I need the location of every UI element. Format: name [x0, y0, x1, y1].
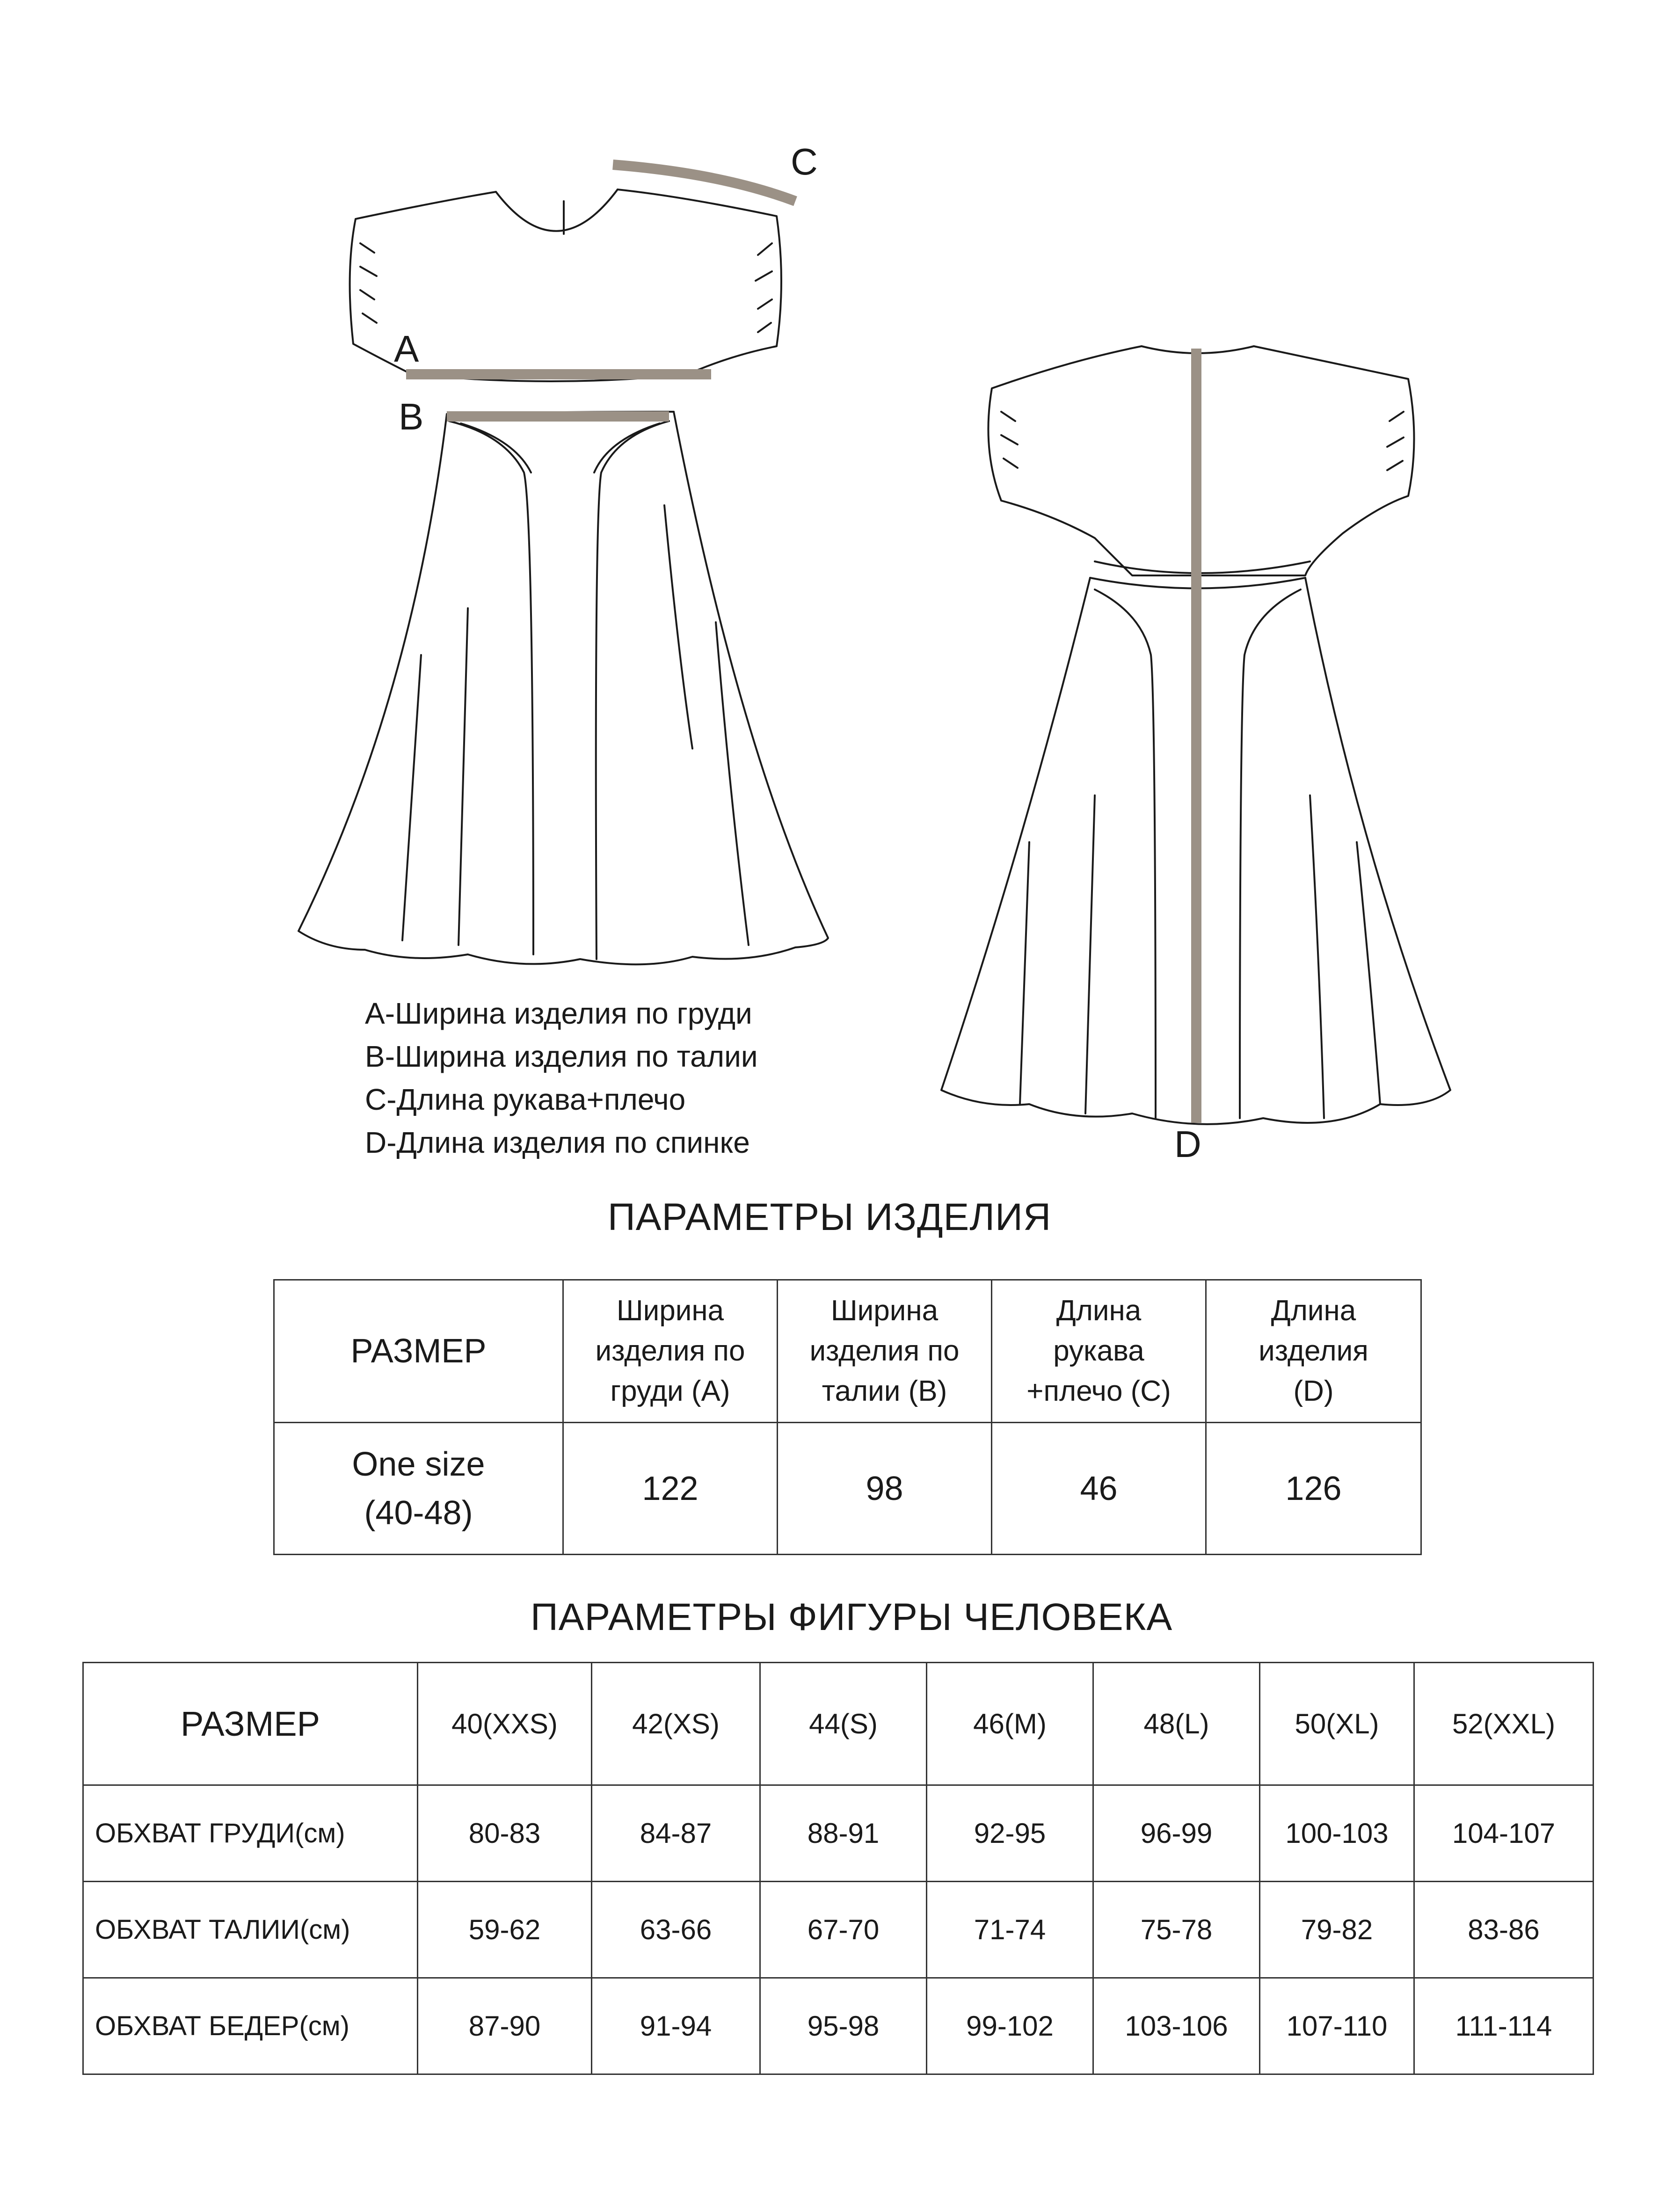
legend-item-b: B-Ширина изделия по талии [365, 1040, 758, 1073]
back-panel-seam-left [1095, 589, 1156, 1118]
product-value-chest: 122 [563, 1423, 778, 1555]
front-neckline [496, 189, 618, 231]
figure-cell: 92-95 [927, 1785, 1093, 1882]
figure-cell: 103-106 [1093, 1978, 1260, 2074]
product-value-length: 126 [1206, 1423, 1421, 1555]
product-size-value: One size (40-48) [274, 1423, 563, 1555]
figure-cell: 83-86 [1414, 1882, 1594, 1978]
figure-cell: 79-82 [1260, 1882, 1414, 1978]
figure-row-hips [83, 1978, 1594, 2074]
legend-item-c: C-Длина рукава+плечо [365, 1083, 686, 1116]
front-panel-seam-left [449, 421, 533, 954]
product-header-sleeve: Длина рукава +плечо (C) [992, 1280, 1206, 1423]
figure-cell: 71-74 [927, 1882, 1093, 1978]
front-sleeve-gathers-right [756, 243, 772, 332]
figure-cell: 67-70 [760, 1882, 927, 1978]
product-header-length: Длина изделия (D) [1206, 1280, 1421, 1423]
figure-cell: 104-107 [1414, 1785, 1594, 1882]
product-header-chest: Ширина изделия по груди (А) [563, 1280, 778, 1423]
figure-cell: 84-87 [592, 1785, 760, 1882]
figure-size-cell: 50(XL) [1260, 1663, 1414, 1785]
figure-size-cell: 48(L) [1093, 1663, 1260, 1785]
figure-cell: 111-114 [1414, 1978, 1594, 2074]
figure-row-label: ОБХВАТ БЕДЕР(см) [83, 1978, 418, 2074]
figure-cell: 96-99 [1093, 1785, 1260, 1882]
measure-line-c [613, 165, 795, 201]
figure-cell: 95-98 [760, 1978, 927, 2074]
figure-cell: 87-90 [418, 1978, 592, 2074]
front-panel-seam-right [596, 421, 669, 959]
marker-b: B [399, 396, 424, 437]
product-params-title: ПАРАМЕТРЫ ИЗДЕЛИЯ [607, 1196, 1052, 1238]
measurement-legend [365, 992, 758, 1164]
product-size-header: РАЗМЕР [274, 1280, 563, 1423]
product-value-sleeve: 46 [992, 1423, 1206, 1555]
figure-size-cell: 44(S) [760, 1663, 927, 1785]
marker-c: C [791, 141, 818, 182]
figure-cell: 59-62 [418, 1882, 592, 1978]
figure-cell: 88-91 [760, 1785, 927, 1882]
product-value-waist: 98 [778, 1423, 992, 1555]
figure-params-table [82, 1662, 1594, 2075]
figure-size-row [83, 1663, 1594, 1785]
front-skirt-folds [402, 505, 749, 945]
figure-cell: 80-83 [418, 1785, 592, 1882]
figure-cell: 107-110 [1260, 1978, 1414, 2074]
back-panel-seam-right [1240, 589, 1301, 1118]
figure-row-chest [83, 1785, 1594, 1882]
figure-size-header: РАЗМЕР [83, 1663, 418, 1785]
figure-size-cell: 42(XS) [592, 1663, 760, 1785]
figure-row-label: ОБХВАТ ТАЛИИ(см) [83, 1882, 418, 1978]
figure-cell: 99-102 [927, 1978, 1093, 2074]
figure-cell: 75-78 [1093, 1882, 1260, 1978]
figure-size-cell: 40(XXS) [418, 1663, 592, 1785]
figure-size-cell: 46(M) [927, 1663, 1093, 1785]
front-waistband [412, 374, 688, 414]
marker-a: A [394, 328, 419, 370]
figure-cell: 63-66 [592, 1882, 760, 1978]
figure-cell: 100-103 [1260, 1785, 1414, 1882]
marker-d: D [1174, 1123, 1201, 1165]
front-sleeve-gathers-left [360, 243, 377, 323]
legend-item-d: D-Длина изделия по спинке [365, 1126, 750, 1159]
figure-params-title: ПАРАМЕТРЫ ФИГУРЫ ЧЕЛОВЕКА [530, 1596, 1173, 1638]
back-sleeve-gathers-left [1001, 412, 1018, 468]
legend-item-a: A-Ширина изделия по груди [365, 997, 752, 1030]
figure-size-cell: 52(XXL) [1414, 1663, 1594, 1785]
figure-row-waist [83, 1882, 1594, 1978]
product-header-waist: Ширина изделия по талии (B) [778, 1280, 992, 1423]
figure-cell: 91-94 [592, 1978, 760, 2074]
front-view [298, 189, 828, 964]
figure-row-label: ОБХВАТ ГРУДИ(см) [83, 1785, 418, 1882]
back-sleeve-gathers-right [1387, 412, 1404, 470]
front-skirt-outline [298, 412, 828, 964]
product-params-table [273, 1279, 1422, 1555]
